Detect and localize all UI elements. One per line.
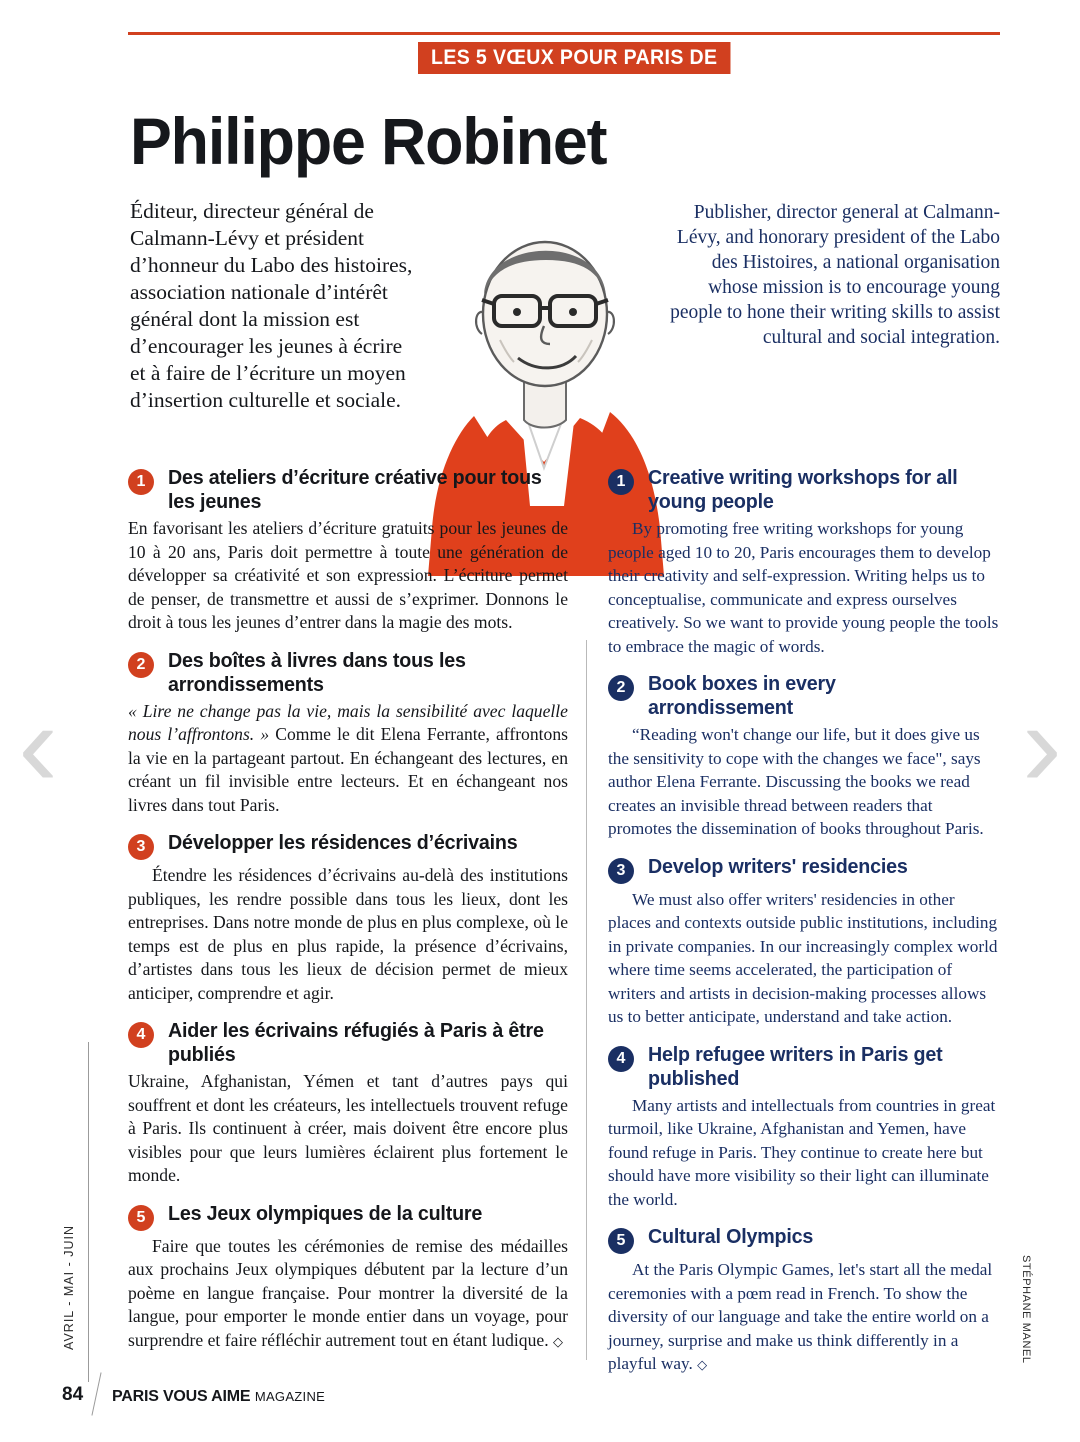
wish-heading-fr-5: Les Jeux olympiques de la culture <box>168 1201 483 1225</box>
wish-heading-fr-1: Des ateliers d’écriture créative pour tous les jeunes <box>168 466 542 513</box>
wish-number-en-1: 1 <box>608 469 634 495</box>
wish-item-fr-4 <box>128 1019 568 1188</box>
wish-number-fr-5: 5 <box>128 1205 154 1231</box>
column-divider <box>586 640 587 1360</box>
wish-item-en-4 <box>608 1043 1000 1212</box>
wish-body-fr-2 <box>128 700 568 818</box>
section-kicker: LES 5 VŒUX POUR PARIS DE <box>418 42 730 74</box>
wish-number-fr-2: 2 <box>128 652 154 678</box>
wish-body-fr-4: Ukraine, Afghanistan, Yémen et tant d’autres pays qui souffrent et dont les créateurs, les intellectuels trouvent refuge à Paris. Ils continuent à créer, mais doivent être encore plus visibles pour que leurs lumières éclairent plus fortement le monde. <box>128 1071 568 1185</box>
wish-heading-en-4: Help refugee writers in Paris get published <box>648 1042 943 1090</box>
wish-body-text-fr-5: Faire que toutes les cérémonies de remise des médailles aux prochains Jeux olympiques débutent par la lecture d’un poème en langue française. Pour montrer la diversité de la langue, pour emporter le monde entier dans un voyage, pour surprendre et faire réfléchir autrement tout en étant ludique. <box>128 1235 568 1350</box>
wish-heading-fr-4: Aider les écrivains réfugiés à Paris à être publiés <box>168 1019 544 1066</box>
wish-item-en-2 <box>608 672 1000 841</box>
wish-body-text-fr-2: Comme le dit Elena Ferrante, affrontons la vie en la partageant partout. En échangeant des lectures, en créant un fil invisible entre lecteurs. Et en échangeant nos livres dans tout Paris. <box>128 724 568 815</box>
wish-item-en-3 <box>608 855 1000 1029</box>
wish-body-text-en-5: At the Paris Olympic Games, let's start all the medal ceremonies with a pœm read in French. To show the diversity of our language and take the entire world on a journey, surprise and make us think differently in a playful way. <box>608 1260 993 1373</box>
magazine-brand-main: PARIS VOUS AIME <box>112 1388 251 1405</box>
wishes-column-english <box>608 466 1000 1391</box>
wish-heading-en-5: Cultural Olympics <box>648 1225 814 1248</box>
wish-heading-fr-3: Développer les résidences d’écrivains <box>168 831 518 854</box>
wish-body-fr-1: En favorisant les ateliers d’écriture gratuits pour les jeunes de 10 à 20 ans, Paris doit permettre à toute une génération de développer sa créativité et son expression. L’écriture permet de penser, de transmettre et aussi de s’exprimer. Donnons le droit à tous les jeunes d’entrer dans la magie des mots. <box>128 518 568 632</box>
issue-date-vertical: AVRIL - MAI - JUIN <box>62 1225 76 1350</box>
wish-item-en-5 <box>608 1225 1000 1377</box>
magazine-brand-sub: MAGAZINE <box>254 1389 326 1404</box>
wishes-column-french <box>128 466 568 1367</box>
wish-body-fr-5 <box>128 1235 568 1354</box>
wish-body-en-3: We must also offer writers' residencies in other places and contexts outside public institutions, including in private companies. In our increasingly complex world where time seems accelerated, the participation of writers and artists in decision-making processes allows us to better anticipate, understand and take action. <box>608 889 998 1026</box>
wish-number-en-4: 4 <box>608 1046 634 1072</box>
next-page-arrow[interactable]: › <box>1022 678 1062 812</box>
end-mark-fr: ◇ <box>553 1333 563 1349</box>
intro-english: Publisher, director general at Calmann-Lévy, and honorary president of the Labo des Histoires, a national organisation whose mission is to encourage young people to hone their writing skills to assist cultural and social integration. <box>670 202 1000 348</box>
wish-number-en-3: 3 <box>608 858 634 884</box>
wish-number-en-5: 5 <box>608 1228 634 1254</box>
wish-heading-en-1: Creative writing workshops for all young people <box>648 466 958 513</box>
wish-item-en-1 <box>608 466 1000 658</box>
wish-item-fr-3 <box>128 831 568 1005</box>
wish-body-fr-3: Étendre les résidences d’écrivains au-delà des institutions publiques, les rendre possible dans tous les lieux, dont les entreprises. Dans notre monde de plus en plus complexe, où le temps est de plus en plus rapide, la présence d’écrivains, d’artistes dans tous les lieux de décision permet de mieux anticiper, comprendre et agir. <box>128 865 568 1003</box>
wish-body-en-4: Many artists and intellectuals from countries in great turmoil, like Ukraine, Afghanistan and Yemen, have found refuge in Paris. They continue to create here but should have more visibility so their light can illuminate the world. <box>608 1095 996 1209</box>
footer-divider <box>91 1372 101 1415</box>
wish-number-fr-1: 1 <box>128 469 154 495</box>
wish-body-en-2: “Reading won't change our life, but it does give us the sensitivity to cope with the changes we face", says author Elena Ferrante. Discussing the books we read creates an invisible thread between readers that promotes the dissemination of books throughout Paris. <box>608 725 984 838</box>
end-mark-en: ◇ <box>697 1357 708 1372</box>
wish-number-en-2: 2 <box>608 675 634 701</box>
wish-item-fr-1 <box>128 466 568 635</box>
wish-heading-fr-2: Des boîtes à livres dans tous les arrondissements <box>168 648 466 696</box>
intro-french: Éditeur, directeur général de Calmann-Lévy et président d’honneur du Labo des histoires, association nationale d’intérêt général dont la mission est d’encourager les jeunes à écrire et à faire de l’écriture un moyen d’insertion culturelle et sociale. <box>130 199 413 412</box>
wish-number-fr-4: 4 <box>128 1022 154 1048</box>
wish-body-en-5 <box>608 1258 1000 1377</box>
page-title: Philippe Robinet <box>130 104 607 178</box>
wish-item-fr-5 <box>128 1202 568 1354</box>
wish-heading-en-2: Book boxes in every arrondissement <box>648 672 836 719</box>
page-number: 84 <box>62 1384 84 1405</box>
photo-credit-vertical: STÉPHANE MANEL <box>1020 1255 1032 1364</box>
wish-item-fr-2 <box>128 649 568 818</box>
wish-heading-en-3: Develop writers' residencies <box>648 854 908 878</box>
wish-quote-fr-2: « Lire ne change pas la vie, mais la sensibilité avec laquelle nous l’affrontons. » <box>128 700 568 744</box>
magazine-brand <box>112 1388 325 1406</box>
top-divider-rule <box>128 32 1000 35</box>
issue-date-rule <box>88 1042 89 1382</box>
wish-body-en-1: By promoting free writing workshops for young people aged 10 to 20, Paris encourages them to develop their creativity and self-expression. Writing helps us to conceptualise, communicate and express ourselves creatively. So we want to provide young people the tools to embrace the magic of words. <box>608 519 999 656</box>
previous-page-arrow[interactable]: ‹ <box>18 678 58 812</box>
wish-number-fr-3: 3 <box>128 834 154 860</box>
